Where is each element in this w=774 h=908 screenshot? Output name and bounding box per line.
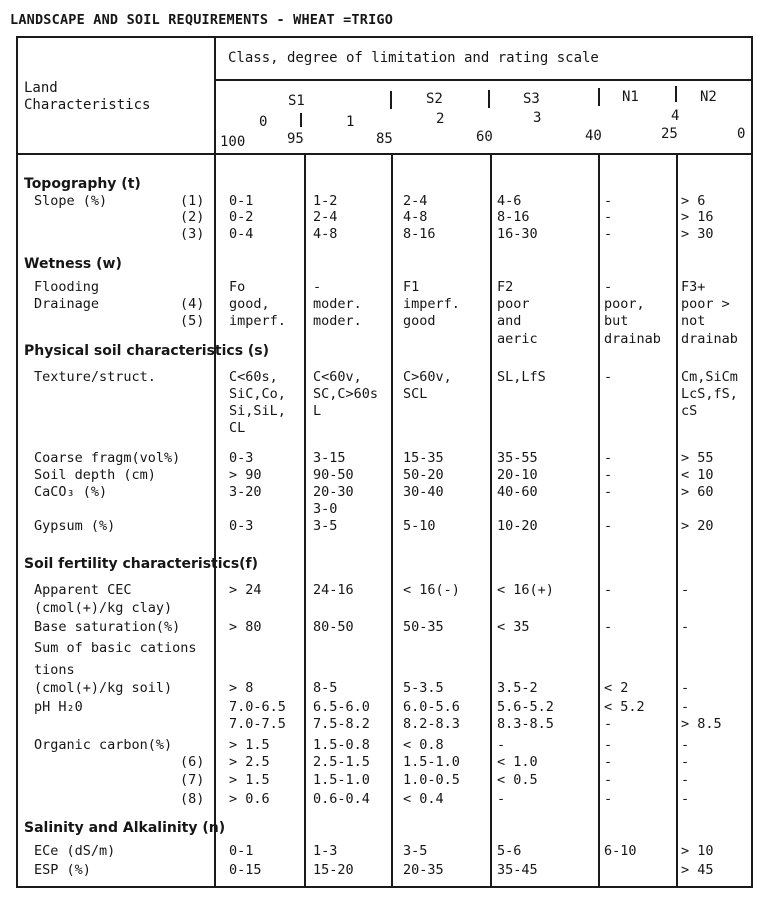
table-cell: > 8: [229, 680, 254, 696]
table-cell: L: [313, 403, 322, 419]
table-cell: 8-5: [313, 680, 338, 696]
table-cell: 1-2: [313, 193, 338, 209]
row-footnote-number: (7): [180, 772, 205, 788]
table-cell: -: [497, 737, 506, 753]
row-label: Apparent CEC: [34, 582, 132, 598]
table-cell: aeric: [497, 331, 538, 347]
table-cell: -: [681, 754, 690, 770]
row-label: Sum of basic cations: [34, 640, 197, 656]
scale-60: 60: [476, 129, 493, 145]
table-cell: < 35: [497, 619, 530, 635]
table-cell: poor,: [604, 296, 645, 312]
table-cell: SCL: [403, 386, 428, 402]
table-cell: -: [497, 791, 506, 807]
table-cell: 50-20: [403, 467, 444, 483]
row-footnote-number: (6): [180, 754, 205, 770]
table-cell: 15-35: [403, 450, 444, 466]
table-cell: 20-10: [497, 467, 538, 483]
table-cell: -: [604, 209, 613, 225]
table-cell: -: [681, 737, 690, 753]
table-cell: -: [604, 737, 613, 753]
table-cell: drainab: [604, 331, 661, 347]
table-cell: 35-45: [497, 862, 538, 878]
table-cell: 1-3: [313, 843, 338, 859]
row-label: Coarse fragm(vol%): [34, 450, 181, 466]
table-cell: F1: [403, 279, 420, 295]
table-cell: 3-15: [313, 450, 346, 466]
table-cell: 35-55: [497, 450, 538, 466]
table-cell: > 10: [681, 843, 714, 859]
table-cell: 7.0-6.5: [229, 699, 286, 715]
table-cell: LcS,fS,: [681, 386, 738, 402]
table-cell: 40-60: [497, 484, 538, 500]
header-land: Land: [24, 80, 58, 96]
table-cell: 6.5-6.0: [313, 699, 370, 715]
table-cell: 20-30: [313, 484, 354, 500]
table-cell: -: [604, 279, 613, 295]
tick-n: [675, 86, 677, 102]
row-label: tions: [34, 662, 75, 678]
table-cell: 20-35: [403, 862, 444, 878]
row-label: ECe (dS/m): [34, 843, 116, 859]
row-footnote-number: (2): [180, 209, 205, 225]
table-cell: < 16(-): [403, 582, 460, 598]
header-subdivider: [214, 79, 753, 81]
table-cell: 8-16: [403, 226, 436, 242]
table-cell: 4-6: [497, 193, 522, 209]
scale-95: 95: [287, 131, 304, 147]
table-cell: 2-4: [313, 209, 338, 225]
table-cell: -: [313, 279, 322, 295]
page-title: LANDSCAPE AND SOIL REQUIREMENTS - WHEAT =TRIGO: [10, 12, 394, 28]
table-cell: 15-20: [313, 862, 354, 878]
table-cell: -: [604, 226, 613, 242]
table-cell: 8-16: [497, 209, 530, 225]
table-cell: 1.5-0.8: [313, 737, 370, 753]
table-cell: 2.5-1.5: [313, 754, 370, 770]
col-divider-5: [676, 153, 678, 888]
table-cell: 7.5-8.2: [313, 716, 370, 732]
table-cell: -: [604, 791, 613, 807]
table-cell: -: [604, 193, 613, 209]
table-cell: -: [604, 450, 613, 466]
table-cell: 1.5-1.0: [403, 754, 460, 770]
table-cell: > 0.6: [229, 791, 270, 807]
table-cell: > 45: [681, 862, 714, 878]
row-footnote-number: (3): [180, 226, 205, 242]
table-cell: 3-5: [313, 518, 338, 534]
table-cell: -: [681, 680, 690, 696]
table-cell: moder.: [313, 296, 362, 312]
table-cell: drainab: [681, 331, 738, 347]
table-cell: imperf.: [229, 313, 286, 329]
class-n2: N2: [700, 89, 717, 105]
table-cell: > 1.5: [229, 772, 270, 788]
table-cell: and: [497, 313, 522, 329]
table-cell: 3-20: [229, 484, 262, 500]
table-cell: > 60: [681, 484, 714, 500]
table-cell: 30-40: [403, 484, 444, 500]
table-cell: 4-8: [403, 209, 428, 225]
row-label: Flooding: [34, 279, 100, 295]
tick-60: [390, 91, 392, 109]
row-label: Base saturation(%): [34, 619, 181, 635]
table-cell: -: [604, 467, 613, 483]
table-cell: > 2.5: [229, 754, 270, 770]
table-cell: SiC,Co,: [229, 386, 286, 402]
table-cell: > 80: [229, 619, 262, 635]
row-label: Organic carbon(%): [34, 737, 173, 753]
section-heading: Soil fertility characteristics(f): [24, 556, 259, 572]
table-cell: 6.0-5.6: [403, 699, 460, 715]
table-cell: 4-8: [313, 226, 338, 242]
row-label: ESP (%): [34, 862, 91, 878]
table-cell: cS: [681, 403, 698, 419]
class-s3: S3: [523, 91, 540, 107]
table-cell: 7.0-7.5: [229, 716, 286, 732]
table-cell: -: [604, 754, 613, 770]
scale-100: 100: [220, 134, 246, 150]
row-label: pH H₂0: [34, 699, 83, 715]
degree-0: 0: [259, 114, 268, 130]
table-cell: F2: [497, 279, 514, 295]
table-cell: but: [604, 313, 629, 329]
table-cell: Si,SiL,: [229, 403, 286, 419]
degree-1: 1: [346, 114, 355, 130]
table-cell: C>60v,: [403, 369, 452, 385]
table-cell: > 20: [681, 518, 714, 534]
table-cell: SC,C>60s: [313, 386, 379, 402]
table-cell: 16-30: [497, 226, 538, 242]
scale-0: 0: [737, 126, 746, 142]
table-cell: 0-4: [229, 226, 254, 242]
table-cell: < 0.4: [403, 791, 444, 807]
table-cell: -: [604, 518, 613, 534]
table-cell: imperf.: [403, 296, 460, 312]
table-cell: 0-15: [229, 862, 262, 878]
table-cell: > 8.5: [681, 716, 722, 732]
table-cell: -: [604, 369, 613, 385]
tick-25: [598, 88, 600, 106]
table-cell: good: [403, 313, 436, 329]
header-class-title: Class, degree of limitation and rating scale: [228, 50, 599, 66]
row-footnote-number: (1): [180, 193, 205, 209]
section-heading: Wetness (w): [24, 256, 122, 272]
table-cell: good,: [229, 296, 270, 312]
table-cell: 8.2-8.3: [403, 716, 460, 732]
table-cell: > 24: [229, 582, 262, 598]
table-cell: 5.6-5.2: [497, 699, 554, 715]
table-cell: -: [604, 619, 613, 635]
table-cell: -: [681, 699, 690, 715]
label-column-divider: [214, 36, 216, 888]
table-cell: not: [681, 313, 706, 329]
row-label: Drainage: [34, 296, 100, 312]
table-cell: 90-50: [313, 467, 354, 483]
table-cell: -: [681, 619, 690, 635]
table-cell: F3+: [681, 279, 706, 295]
table-cell: 0-1: [229, 193, 254, 209]
degree-2: 2: [436, 111, 445, 127]
col-divider-3: [490, 153, 492, 888]
table-cell: C<60v,: [313, 369, 362, 385]
table-cell: 24-16: [313, 582, 354, 598]
table-cell: -: [681, 582, 690, 598]
table-cell: > 1.5: [229, 737, 270, 753]
table-cell: 0.6-0.4: [313, 791, 370, 807]
table-cell: 0-2: [229, 209, 254, 225]
header-characteristics: Characteristics: [24, 97, 151, 113]
table-cell: -: [681, 772, 690, 788]
table-cell: < 16(+): [497, 582, 554, 598]
table-cell: 50-35: [403, 619, 444, 635]
tick-40: [488, 90, 490, 108]
table-cell: 0-3: [229, 450, 254, 466]
header-bottom-line: [16, 153, 753, 155]
table-cell: < 1.0: [497, 754, 538, 770]
table-cell: 1.5-1.0: [313, 772, 370, 788]
class-s2: S2: [426, 91, 443, 107]
table-cell: < 10: [681, 467, 714, 483]
degree-3: 3: [533, 110, 542, 126]
col-divider-2: [391, 153, 393, 888]
table-cell: 80-50: [313, 619, 354, 635]
table-cell: CL: [229, 420, 246, 436]
table-cell: 5-3.5: [403, 680, 444, 696]
scale-40: 40: [585, 128, 602, 144]
row-label: (cmol(+)/kg clay): [34, 600, 173, 616]
section-heading: Salinity and Alkalinity (n): [24, 820, 226, 836]
row-label: Slope (%): [34, 193, 108, 209]
table-cell: 6-10: [604, 843, 637, 859]
table-cell: 10-20: [497, 518, 538, 534]
col-divider-4: [598, 153, 600, 888]
table-cell: > 55: [681, 450, 714, 466]
table-cell: 5-6: [497, 843, 522, 859]
table-cell: 8.3-8.5: [497, 716, 554, 732]
row-footnote-number: (4): [180, 296, 205, 312]
row-label: Gypsum (%): [34, 518, 116, 534]
row-footnote-number: (8): [180, 791, 205, 807]
table-cell: Fo: [229, 279, 246, 295]
section-heading: Physical soil characteristics (s): [24, 343, 270, 359]
table-cell: 2-4: [403, 193, 428, 209]
table-cell: moder.: [313, 313, 362, 329]
table-cell: 3.5-2: [497, 680, 538, 696]
table-cell: < 0.8: [403, 737, 444, 753]
table-cell: poor: [497, 296, 530, 312]
class-s1: S1: [288, 93, 305, 109]
table-cell: -: [604, 484, 613, 500]
table-cell: -: [604, 582, 613, 598]
table-cell: > 90: [229, 467, 262, 483]
table-cell: < 2: [604, 680, 629, 696]
class-n1: N1: [622, 89, 639, 105]
row-label: Texture/struct.: [34, 369, 156, 385]
table-cell: SL,LfS: [497, 369, 546, 385]
table-cell: > 6: [681, 193, 706, 209]
table-cell: < 0.5: [497, 772, 538, 788]
scale-25: 25: [661, 126, 678, 142]
table-cell: -: [604, 772, 613, 788]
table-cell: C<60s,: [229, 369, 278, 385]
table-cell: -: [681, 791, 690, 807]
table-cell: 3-0: [313, 501, 338, 517]
table-cell: -: [604, 716, 613, 732]
row-label: CaCO₃ (%): [34, 484, 108, 500]
degree-4: 4: [671, 108, 680, 124]
table-cell: 1.0-0.5: [403, 772, 460, 788]
table-cell: 5-10: [403, 518, 436, 534]
table-cell: 3-5: [403, 843, 428, 859]
col-divider-1: [304, 153, 306, 888]
row-footnote-number: (5): [180, 313, 205, 329]
table-cell: poor >: [681, 296, 730, 312]
tick-95: [300, 113, 302, 127]
table-cell: Cm,SiCm: [681, 369, 738, 385]
table-cell: < 5.2: [604, 699, 645, 715]
table-cell: 0-3: [229, 518, 254, 534]
row-label: (cmol(+)/kg soil): [34, 680, 173, 696]
table-cell: > 30: [681, 226, 714, 242]
scale-85: 85: [376, 131, 393, 147]
section-heading: Topography (t): [24, 176, 141, 192]
table-cell: 0-1: [229, 843, 254, 859]
table-cell: > 16: [681, 209, 714, 225]
row-label: Soil depth (cm): [34, 467, 156, 483]
